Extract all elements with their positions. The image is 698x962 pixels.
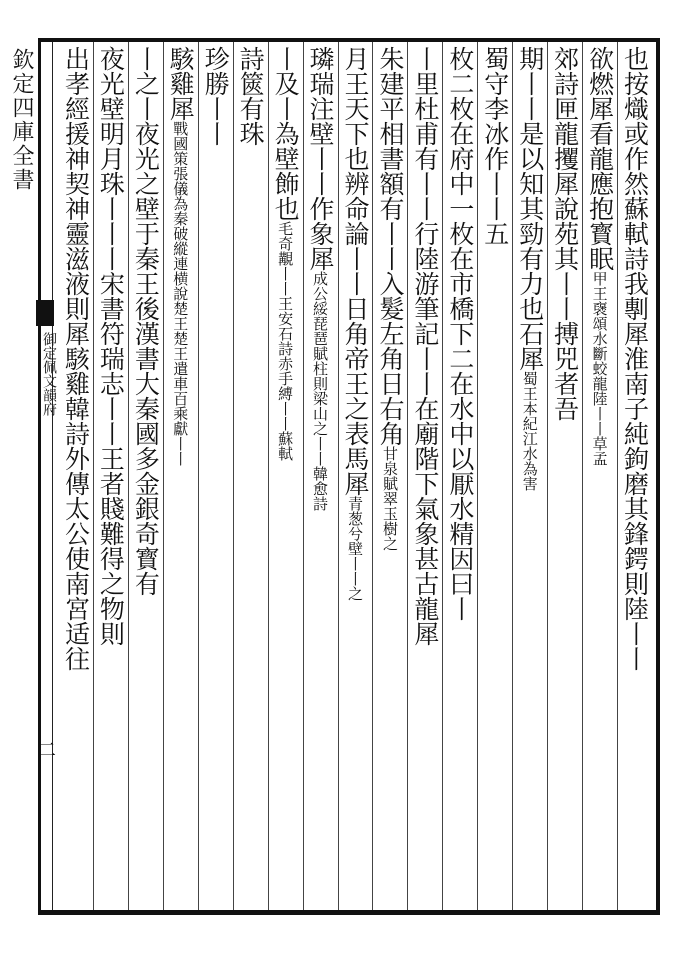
text-column	[302, 46, 338, 511]
main-text: 龍犀	[410, 596, 440, 646]
text-column	[197, 46, 233, 146]
margin-book-title: 御定佩文韻府	[41, 332, 57, 416]
main-text: 蜀守李冰作丨丨五	[480, 46, 510, 246]
main-text: 出孝經援神契神靈滋液則犀駭雞韓詩外傳太公使南宮适往	[61, 46, 91, 671]
main-text: 朱建平相書額有丨丨入髮左角日右角	[375, 46, 405, 446]
text-column	[232, 46, 268, 146]
text-column	[267, 46, 303, 461]
annotation-text: 毛奇覯丨丨王安石詩赤手縛丨丨蘇軾	[276, 221, 295, 461]
text-column	[547, 46, 583, 421]
main-text: 駭雞犀	[166, 46, 196, 121]
main-text: 丨之丨夜光之壁于秦王後漢書大秦國多金銀奇寳有	[131, 46, 161, 596]
text-column	[92, 46, 128, 646]
main-text: 璘瑞注壁丨丨作	[306, 46, 336, 221]
main-text: 郊詩匣龍	[550, 46, 580, 146]
main-text: 也按熾或作然蘇軾詩	[620, 46, 650, 271]
frame-left-border	[38, 38, 41, 915]
main-text: 馬犀	[341, 446, 370, 496]
annotation-text: 青葱兮壁丨丨之	[346, 496, 364, 601]
main-text: 丨里杜甫有丨丨行陸游筆記丨丨在廟階下氣象甚古	[410, 46, 440, 596]
text-column	[477, 46, 513, 246]
column-rule	[268, 42, 269, 910]
frame-right-border	[656, 38, 660, 915]
margin-page-number: 二	[35, 740, 56, 758]
text-column	[582, 46, 618, 466]
main-text: 欲燃犀看龍應抱寳眠	[585, 46, 615, 271]
main-text: 說苑其丨丨搏兕者吾	[550, 196, 580, 421]
main-text: 丨及丨為壁飾也	[271, 46, 301, 221]
annotation-text: 甘泉賦翠玉樹之	[380, 446, 399, 551]
text-column	[372, 46, 408, 551]
main-text: 是以知其勁有力也	[515, 121, 545, 321]
main-text: 月王天下也辨命論丨丨日角帝王之表	[341, 46, 370, 446]
text-column	[442, 46, 478, 621]
text-column	[337, 46, 373, 601]
main-text: 攫犀	[550, 146, 580, 196]
annotation-text: 戰國策張儀為秦破縱連横說楚王楚王遣車百乘獻丨丨	[171, 121, 190, 466]
main-text: 我	[620, 271, 650, 296]
inner-left-rule	[52, 42, 53, 910]
main-text: 象犀	[306, 221, 336, 271]
column-rule	[303, 42, 304, 910]
text-column	[617, 46, 653, 671]
main-text: 枚二枚在府中一枚在市橋下二在水中以厭水精因曰丨	[445, 46, 475, 621]
main-text: 剸犀	[620, 296, 650, 346]
text-column	[57, 46, 93, 671]
text-column	[127, 46, 163, 596]
main-text: 石犀	[515, 321, 545, 371]
main-text: 詩篋有珠	[236, 46, 266, 146]
column-rule	[233, 42, 234, 910]
column-rule	[338, 42, 339, 910]
main-text: 珍勝丨丨	[201, 46, 231, 146]
text-column	[512, 46, 548, 491]
annotation-text: 甲王襃頌水斷蛟龍陸丨丨草孟	[590, 271, 609, 466]
frame-bottom-border	[38, 910, 658, 915]
text-column	[407, 46, 443, 646]
annotation-text: 成公綏琵琶賦柱則梁山之丨丨韓愈詩	[311, 271, 330, 511]
margin-title: 欽定四庫全書	[9, 48, 34, 192]
fish-tail-mark	[36, 300, 54, 326]
main-text: 淮南子純鉤磨其鋒鍔則陸丨丨	[620, 346, 650, 671]
annotation-text: 蜀王本紀江水為害	[520, 371, 539, 491]
text-column	[162, 46, 198, 466]
main-text: 夜光壁明月珠丨丨丨宋書符瑞志丨丨王者賤難得之物則	[96, 46, 126, 646]
main-text: 期丨丨	[515, 46, 545, 121]
frame-top-border	[38, 38, 658, 42]
